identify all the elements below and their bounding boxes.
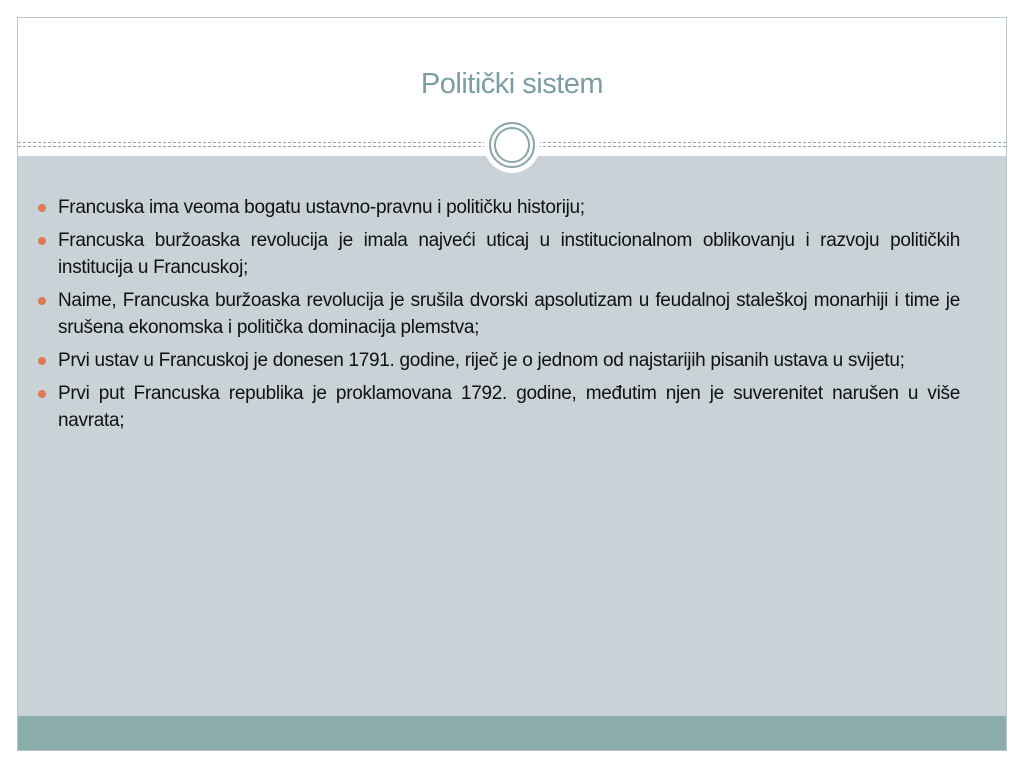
bullet-item bbox=[38, 227, 960, 281]
bullet-text: Francuska ima veoma bogatu ustavno-pravnu i političku historiju; bbox=[58, 197, 585, 218]
bullet-text: Prvi put Francuska republika je proklamovana 1792. godine, međutim njen je suverenitet narušen u više navrata; bbox=[58, 383, 960, 431]
circle-ornament-inner-ring bbox=[494, 127, 530, 163]
bullet-item bbox=[38, 380, 960, 434]
bullet-dot-icon bbox=[38, 204, 46, 212]
bullet-text: Prvi ustav u Francuskoj je donesen 1791. godine, riječ je o jednom od najstarijih pisanih ustava u svijetu; bbox=[58, 350, 905, 371]
slide-title: Politički sistem bbox=[420, 68, 604, 100]
bullet-item bbox=[38, 347, 960, 374]
bullet-text: Francuska buržoaska revolucija je imala najveći uticaj u institucionalnom oblikovanju i razvoju političkih institucija u Francuskoj; bbox=[58, 230, 960, 278]
bullet-item bbox=[38, 287, 960, 341]
bullet-text: Naime, Francuska buržoaska revolucija je srušila dvorski apsolutizam u feudalnoj staleškoj monarhiji i time je srušena ekonomska i politička dominacija plemstva; bbox=[58, 290, 960, 338]
bullet-dot-icon bbox=[38, 297, 46, 305]
bullet-dot-icon bbox=[38, 237, 46, 245]
bullet-dot-icon bbox=[38, 357, 46, 365]
footer-band bbox=[18, 716, 1006, 751]
bullet-dot-icon bbox=[38, 390, 46, 398]
bullet-item bbox=[38, 194, 960, 221]
bullet-list bbox=[38, 194, 960, 440]
